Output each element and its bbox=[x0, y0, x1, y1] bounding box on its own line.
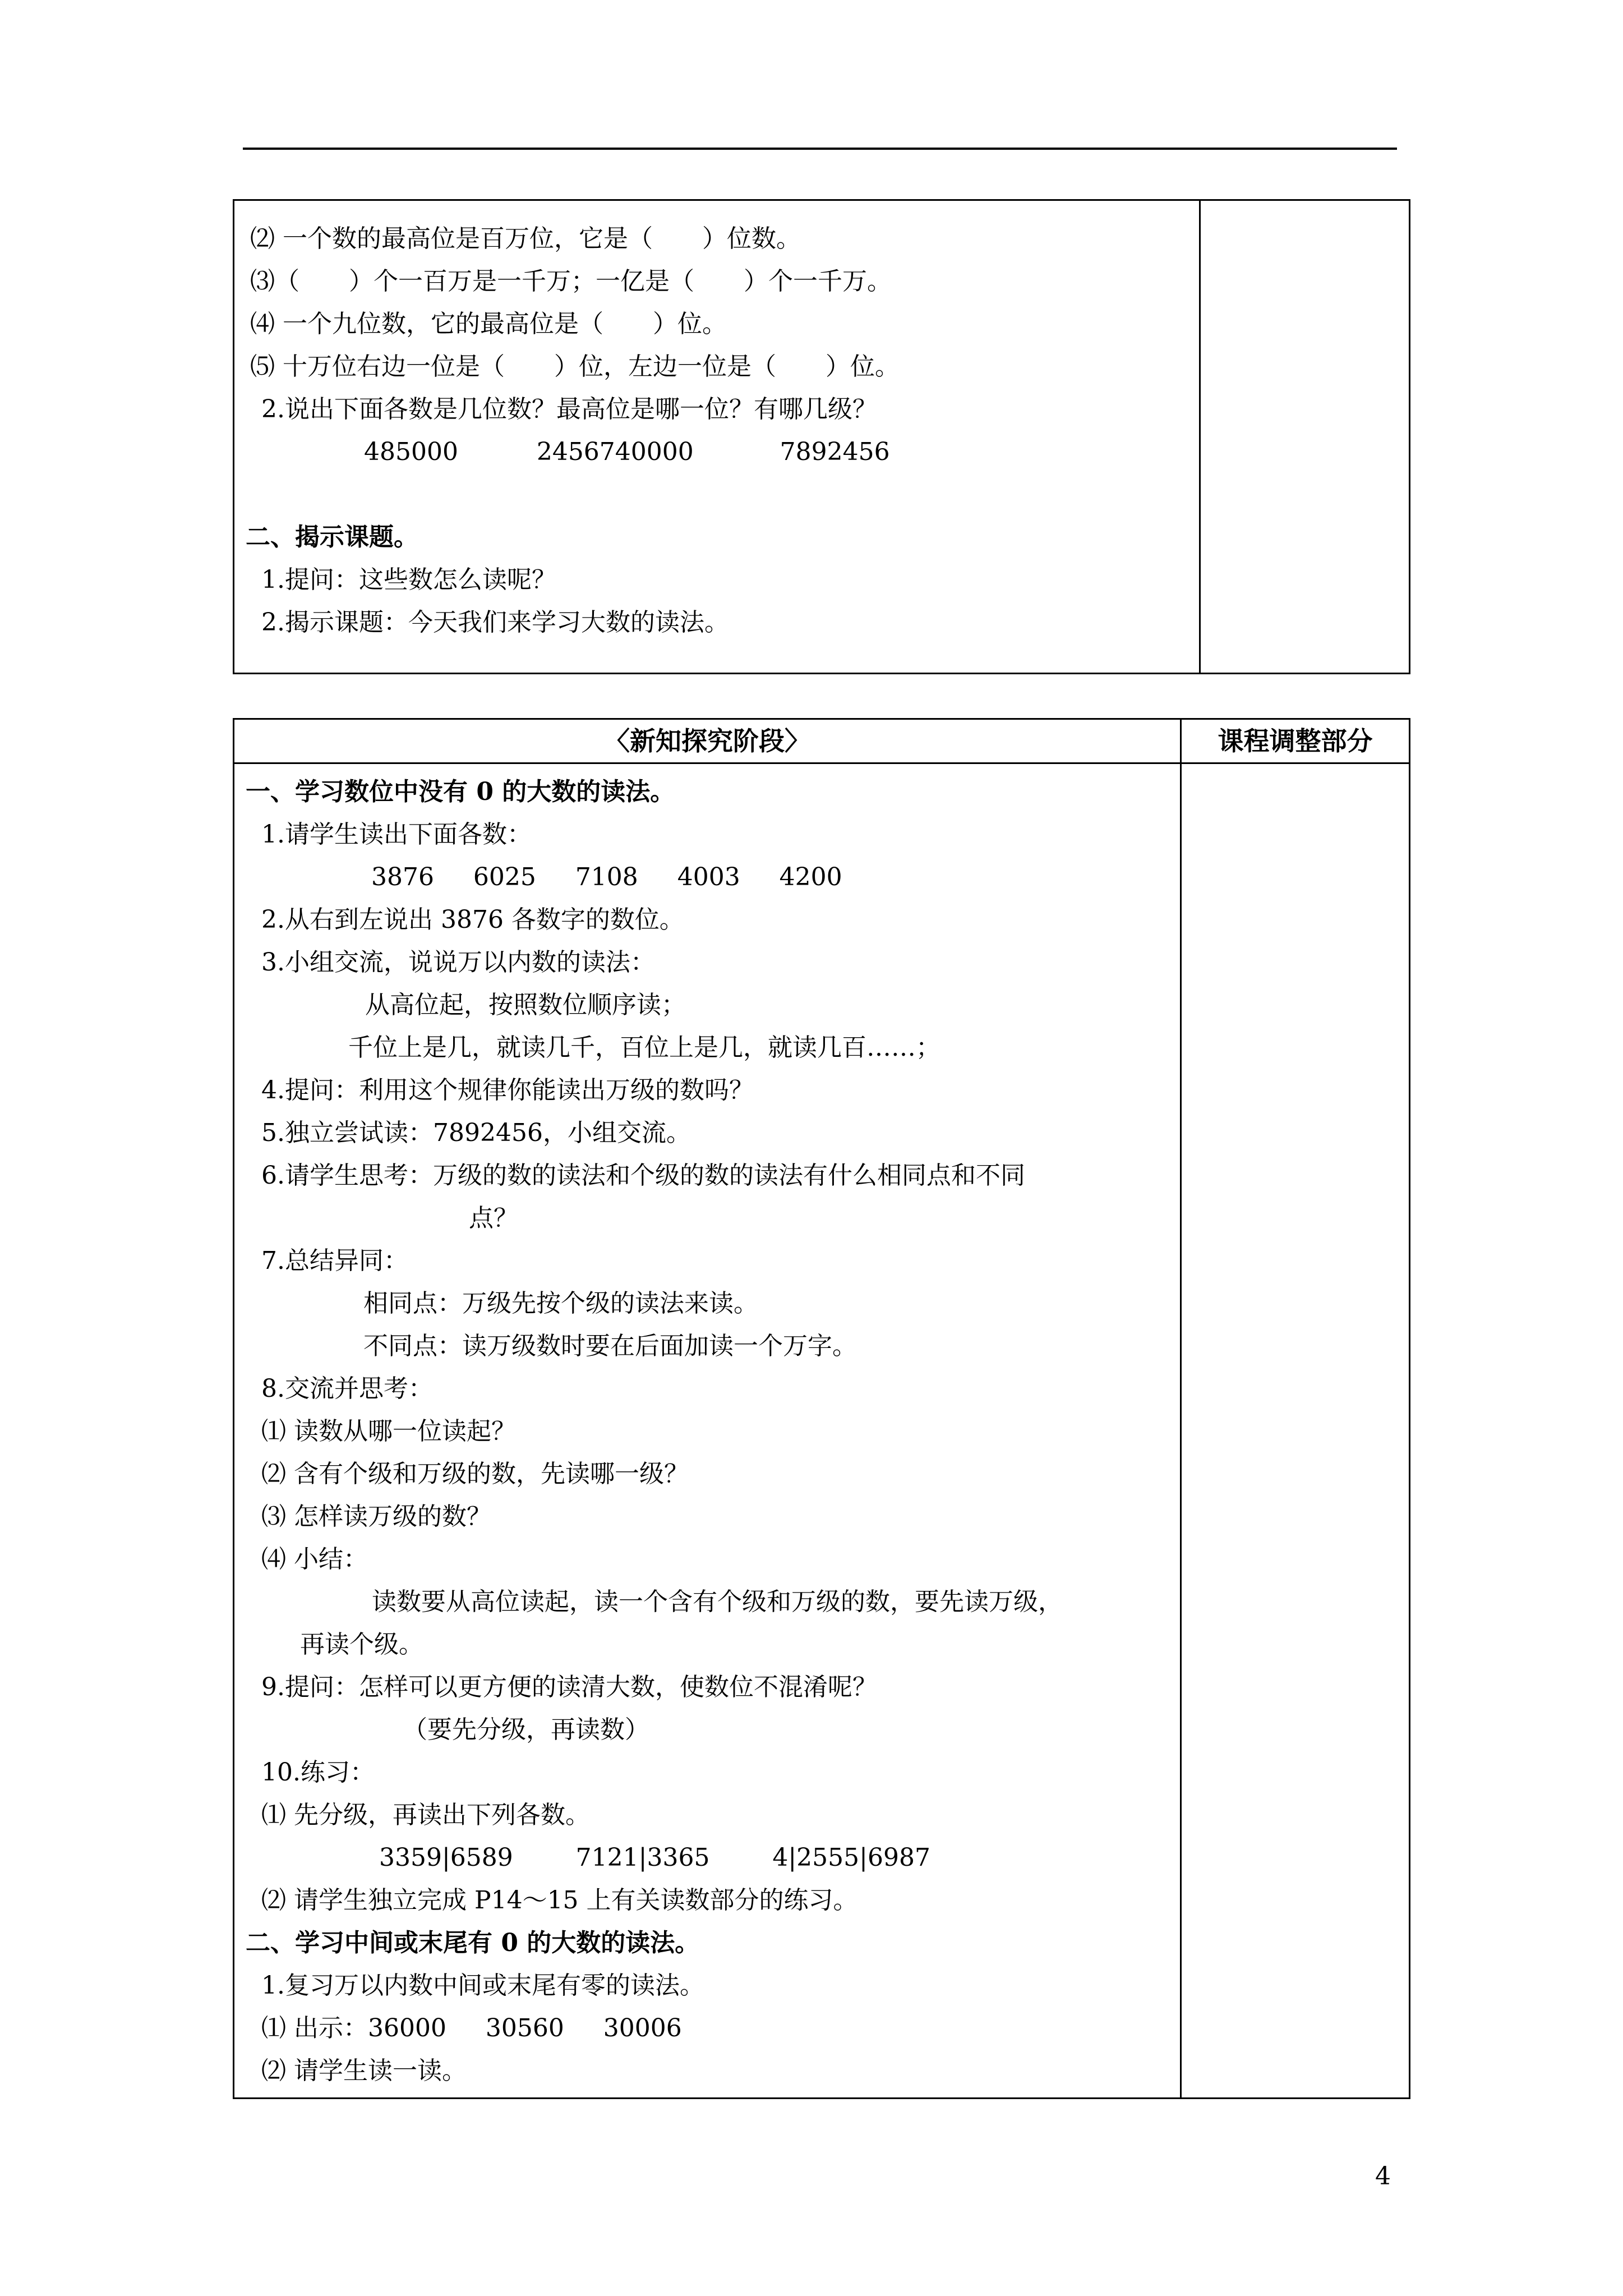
text-line: ⑵ 含有个级和万级的数，先读哪一级？ bbox=[261, 1460, 689, 1488]
text-line: 2.说出下面各数是几位数？最高位是哪一位？有哪几级？ bbox=[261, 395, 877, 424]
text-line: 再读个级。 bbox=[300, 1630, 423, 1659]
number-list: 3876 6025 7108 4003 4200 bbox=[371, 863, 842, 891]
adjustment-cell bbox=[1181, 763, 1410, 2099]
lesson-table-continued bbox=[233, 199, 1410, 674]
text-line: （要先分级，再读数） bbox=[403, 1715, 649, 1744]
page-number: 4 bbox=[1375, 2162, 1391, 2191]
text-line: ⑵ 请学生读一读。 bbox=[261, 2056, 467, 2085]
text-line: 点？ bbox=[469, 1204, 518, 1232]
number-list: 485000 2456740000 7892456 bbox=[364, 438, 890, 466]
text-line: 5.独立尝试读：7892456，小组交流。 bbox=[261, 1119, 691, 1147]
text-line: ⑴ 读数从哪一位读起？ bbox=[261, 1417, 516, 1446]
lesson-content-cell bbox=[234, 763, 1181, 2099]
text-line: ⑸ 十万位右边一位是（ ）位，左边一位是（ ）位。 bbox=[250, 352, 900, 381]
text-line: ⑶ 怎样读万级的数？ bbox=[261, 1502, 491, 1531]
adjustment-cell bbox=[1200, 200, 1410, 674]
stage-header-cell bbox=[234, 719, 1181, 763]
text-line: 3.小组交流，说说万以内数的读法： bbox=[261, 948, 655, 977]
text-line: 不同点：读万级数时要在后面加读一个万字。 bbox=[363, 1332, 857, 1360]
number-list: 3359|6589 7121|3365 4|2555|6987 bbox=[379, 1843, 930, 1872]
stage-title: 〈新知探究阶段〉 bbox=[604, 726, 810, 756]
text-line: ⑷ 一个九位数，它的最高位是（ ）位。 bbox=[250, 310, 727, 338]
text-line: 千位上是几，就读几千，百位上是几，就读几百……； bbox=[348, 1033, 940, 1062]
header-rule bbox=[243, 148, 1397, 150]
section-heading: 二、揭示课题。 bbox=[246, 523, 418, 551]
text-line: 10.练习： bbox=[261, 1758, 375, 1787]
text-line: 7.总结异同： bbox=[261, 1246, 408, 1275]
text-line: 8.交流并思考： bbox=[261, 1374, 433, 1403]
text-line: 9.提问：怎样可以更方便的读清大数，使数位不混淆呢？ bbox=[261, 1673, 877, 1701]
text-line: 4.提问：利用这个规律你能读出万级的数吗？ bbox=[261, 1076, 754, 1105]
text-line: ⑴ 先分级，再读出下列各数。 bbox=[261, 1801, 590, 1829]
text-line: 读数要从高位读起，读一个含有个级和万级的数，要先读万级， bbox=[372, 1588, 1063, 1616]
section-heading: 二、学习中间或末尾有 0 的大数的读法。 bbox=[246, 1929, 700, 1957]
text-line: ⑵ 一个数的最高位是百万位，它是（ ）位数。 bbox=[250, 224, 801, 253]
text-line: 2.揭示课题：今天我们来学习大数的读法。 bbox=[261, 608, 729, 637]
text-line: ⑴ 出示：36000 30560 30006 bbox=[261, 2014, 682, 2042]
text-line: ⑷ 小结： bbox=[261, 1545, 368, 1573]
text-line: 6.请学生思考：万级的数的读法和个级的数的读法有什么相同点和不同 bbox=[261, 1161, 1025, 1190]
lesson-table-new-knowledge bbox=[233, 718, 1410, 2099]
section-heading: 一、学习数位中没有 0 的大数的读法。 bbox=[246, 777, 675, 806]
text-line: 相同点：万级先按个级的读法来读。 bbox=[363, 1289, 758, 1318]
adjustment-header: 课程调整部分 bbox=[1218, 726, 1373, 756]
text-line: 从高位起，按照数位顺序读； bbox=[365, 991, 686, 1019]
text-line: ⑵ 请学生独立完成 P14～15 上有关读数部分的练习。 bbox=[261, 1886, 858, 1915]
text-line: 1.复习万以内数中间或末尾有零的读法。 bbox=[261, 1971, 704, 2000]
text-line: 1.请学生读出下面各数： bbox=[261, 820, 532, 849]
text-line: 1.提问：这些数怎么读呢？ bbox=[261, 565, 556, 594]
text-line: ⑶（ ）个一百万是一千万；一亿是（ ）个一千万。 bbox=[250, 267, 892, 296]
adjustment-header-cell bbox=[1181, 719, 1410, 763]
text-line: 2.从右到左说出 3876 各数字的数位。 bbox=[261, 905, 684, 934]
lesson-content-cell bbox=[234, 200, 1200, 674]
